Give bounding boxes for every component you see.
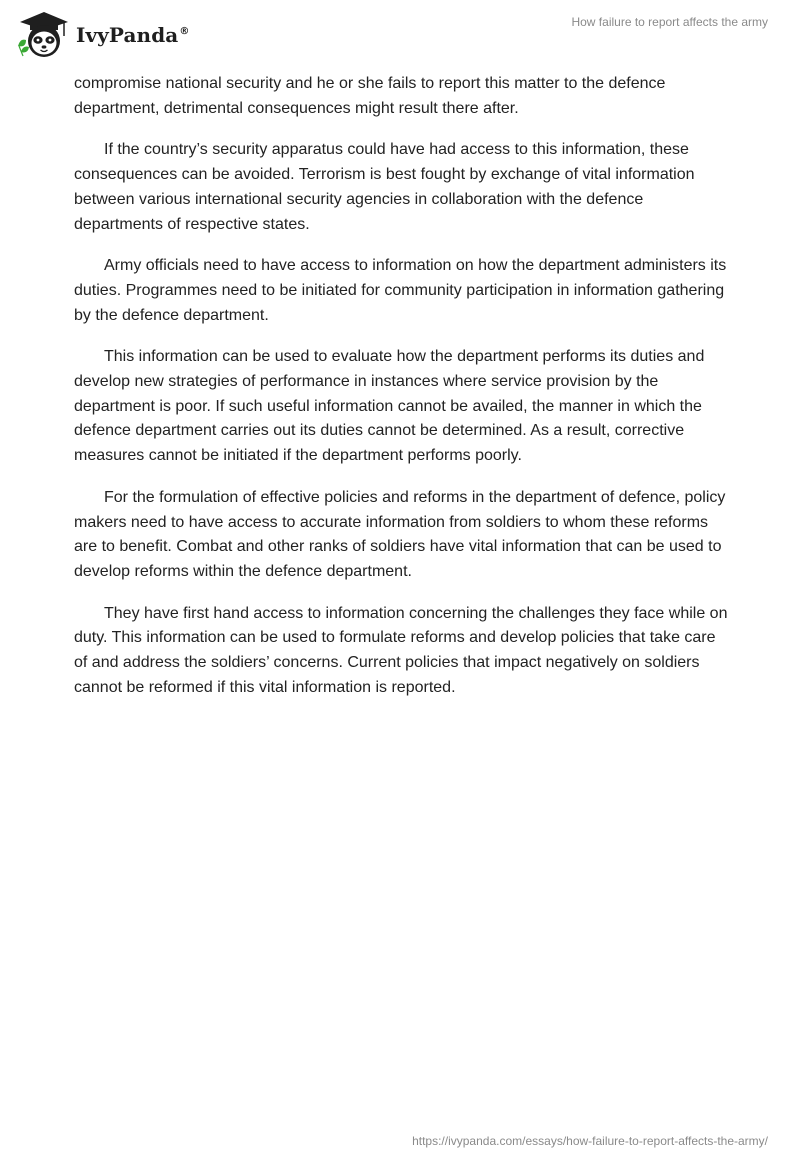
ivypanda-logo[interactable] (14, 8, 189, 60)
paragraph-5: For the formulation of effective policies and reforms in the department of defence, policy makers need to have access to accurate information from soldiers to whom these reforms are to benefit. Combat and other ranks of soldiers have vital information that can be used to develop reforms within the defence department. (74, 488, 726, 580)
brand-name: IvyPanda® (76, 23, 190, 47)
source-url[interactable]: https://ivypanda.com/essays/how-failure-to-report-affects-the-army/ (412, 1134, 768, 1148)
paragraph-4: This information can be used to evaluate how the department performs its duties and develop new strategies of performance in instances where service provision by the department is poor. If such useful information cannot be availed, the manner in which the defence department carries out its duties cannot be determined. As a result, corrective measures cannot be initiated if the department performs poorly. (74, 348, 705, 465)
registered-mark: ® (179, 26, 190, 38)
paragraph-2: If the country’s security apparatus could have had access to this information, these consequences can be avoided. Terrorism is best fought by exchange of vital information between various international security agencies in collaboration with the defence departments of respective states. (74, 141, 695, 233)
paragraph-6: They have first hand access to information concerning the challenges they face while on duty. This information can be used to formulate reforms and develop policies that take care of and address the soldiers’ concerns. Current policies that impact negatively on soldiers cannot be reformed if this vital information is reported. (74, 604, 728, 696)
paragraph-3: Army officials need to have access to information on how the department administers its duties. Programmes need to be initiated for community participation in information gathering by the defence department. (74, 257, 727, 324)
essay-body (74, 72, 728, 717)
document-title: How failure to report affects the army (571, 15, 768, 29)
paragraph-1: compromise national security and he or she fails to report this matter to the defence department, detrimental consequences might result there after. (74, 75, 666, 117)
panda-graduate-icon (14, 8, 70, 60)
page-header (0, 0, 800, 70)
